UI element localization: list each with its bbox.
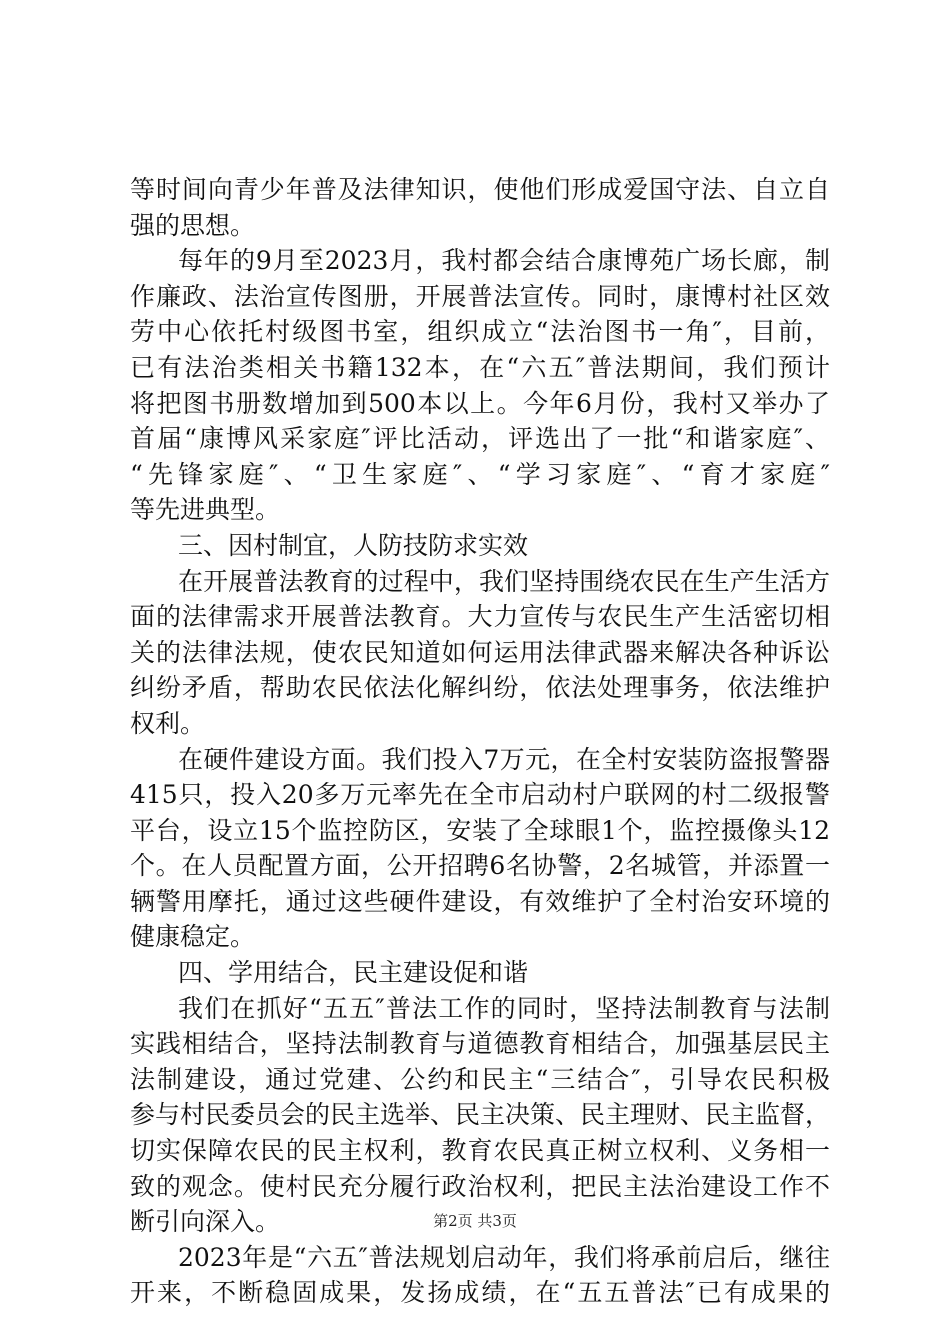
text-line: 健康稳定。 bbox=[130, 922, 256, 952]
body-text bbox=[130, 172, 830, 1311]
text-line: 开来，不断稳固成果，发扬成绩，在“五五普法″已有成果的 bbox=[130, 1278, 830, 1308]
text-line: 将把图书册数增加到500本以上。今年6月份，我村又举办了 bbox=[130, 388, 830, 418]
text-line: 首届“康博风采家庭″评比活动，评选出了一批“和谐家庭″、 bbox=[130, 424, 830, 454]
text-line: 面的法律需求开展普法教育。大力宣传与农民生产生活密切相 bbox=[130, 602, 830, 632]
text-line: 四、学用结合，民主建设促和谐 bbox=[178, 958, 529, 988]
text-line: 权利。 bbox=[130, 708, 206, 738]
text-line: 415只，投入20多万元率先在全市启动村户联网的村二级报警 bbox=[130, 780, 830, 810]
text-line: 劳中心依托村级图书室，组织成立“法治图书一角″，目前， bbox=[130, 317, 830, 347]
text-line: 2023年是“六五″普法规划启动年，我们将承前启后，继往 bbox=[178, 1242, 830, 1272]
text-line: “先锋家庭″、“卫生家庭″、“学习家庭″、“育才家庭″ bbox=[130, 459, 830, 489]
text-line: 三、因村制宜，人防技防求实效 bbox=[178, 530, 529, 560]
text-line: 已有法治类相关书籍132本，在“六五″普法期间，我们预计 bbox=[130, 352, 830, 382]
text-line: 每年的9月至2023月，我村都会结合康博苑广场长廊，制 bbox=[178, 246, 830, 276]
text-line: 在硬件建设方面。我们投入7万元，在全村安装防盗报警器 bbox=[178, 744, 830, 774]
text-line: 作廉政、法治宣传图册，开展普法宣传。同时，康博村社区效 bbox=[130, 281, 830, 311]
text-line: 个。在人员配置方面，公开招聘6名协警，2名城管，并添置一 bbox=[130, 851, 830, 881]
text-line: 法制建设，通过党建、公约和民主“三结合″，引导农民积极 bbox=[130, 1064, 830, 1094]
text-line: 在开展普法教育的过程中，我们坚持围绕农民在生产生活方 bbox=[178, 566, 830, 596]
text-line: 关的法律法规，使农民知道如何运用法律武器来解决各种诉讼 bbox=[130, 637, 830, 667]
page-footer: 第2页 共3页 bbox=[433, 1212, 517, 1230]
text-line: 我们在抓好“五五″普法工作的同时，坚持法制教育与法制 bbox=[178, 993, 830, 1023]
text-line: 切实保障农民的民主权利，教育农民真正树立权利、义务相一 bbox=[130, 1136, 830, 1166]
text-line: 等时间向青少年普及法律知识，使他们形成爱国守法、自立自 bbox=[130, 175, 830, 204]
text-line: 致的观念。使村民充分履行政治权利，把民主法治建设工作不 bbox=[130, 1171, 830, 1201]
text-line: 参与村民委员会的民主选举、民主决策、民主理财、民主监督， bbox=[130, 1100, 831, 1130]
text-line: 等先进典型。 bbox=[130, 495, 281, 525]
text-line: 纠纷矛盾，帮助农民依法化解纠纷，依法处理事务，依法维护 bbox=[130, 673, 830, 703]
text-line: 辆警用摩托，通过这些硬件建设，有效维护了全村治安环境的 bbox=[130, 886, 830, 916]
text-line: 平台，设立15个监控防区，安装了全球眼1个，监控摄像头12 bbox=[130, 815, 830, 845]
text-line: 断引向深入。 bbox=[130, 1207, 281, 1237]
text-line: 强的思想。 bbox=[130, 210, 256, 240]
text-line: 实践相结合，坚持法制教育与道德教育相结合，加强基层民主 bbox=[130, 1029, 830, 1059]
